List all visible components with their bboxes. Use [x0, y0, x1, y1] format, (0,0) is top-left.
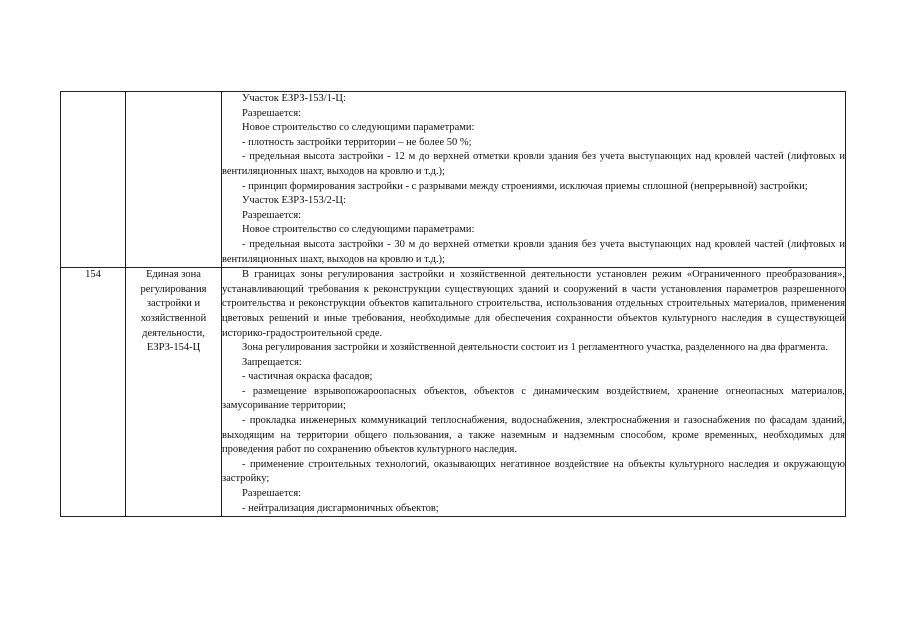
- paragraph: - предельная высота застройки - 30 м до верхней отметки кровли здания без учета выступающих над кровлей частей (лифтовых и вентиляционных шахт, выходов на кровлю и т.д.);: [222, 238, 845, 265]
- regulation-text-cell: [222, 92, 846, 268]
- zone-name-line: деятельности,: [142, 327, 205, 339]
- zone-name-cell: [126, 92, 222, 268]
- table-row: [61, 268, 846, 517]
- regulations-table: [60, 91, 846, 517]
- row-number: 154: [85, 269, 101, 281]
- zone-name-line: хозяйственной: [140, 312, 207, 324]
- paragraph: Разрешается:: [242, 488, 302, 500]
- paragraph: - нейтрализация дисгармоничных объектов;: [242, 502, 439, 514]
- table-row: [61, 92, 846, 268]
- zone-code: ЕЗРЗ-154-Ц: [146, 342, 201, 354]
- paragraph: Новое строительство со следующими параметрами:: [242, 224, 475, 236]
- table-body: [61, 92, 846, 517]
- paragraph: Разрешается:: [242, 107, 302, 119]
- paragraph: - частичная окраска фасадов;: [242, 371, 373, 383]
- paragraph: Новое строительство со следующими параметрами:: [242, 122, 475, 134]
- zone-name-line: застройки и: [146, 298, 201, 310]
- paragraph: - плотность застройки территории – не более 50 %;: [242, 136, 472, 148]
- zone-name-line: регулирования: [140, 283, 207, 295]
- row-number-cell: [61, 268, 126, 517]
- regulation-text-cell: [222, 268, 846, 517]
- paragraph: Участок ЕЗРЗ-153/2-Ц:: [242, 195, 346, 207]
- paragraph: Запрещается:: [242, 356, 302, 368]
- zone-name-cell: [126, 268, 222, 517]
- paragraph: - прокладка инженерных коммуникаций теплоснабжения, водоснабжения, электроснабжения и газоснабжения по фасадам зданий, выходящим на территории общего пользования, а также наземным и надземным способом, кроме временных, необходимых для проведения работ по сохранению объектов культурного наследия.: [222, 415, 845, 456]
- row-number-cell: [61, 92, 126, 268]
- paragraph: Участок ЕЗРЗ-153/1-Ц:: [242, 93, 346, 104]
- paragraph: Разрешается:: [242, 209, 302, 221]
- paragraph: - предельная высота застройки - 12 м до верхней отметки кровли здания без учета выступающих над кровлей частей (лифтовых и вентиляционных шахт, выходов на кровлю и т.д.);: [222, 151, 845, 177]
- paragraph: Зона регулирования застройки и хозяйственной деятельности состоит из 1 регламентного участка, разделенного на два фрагмента.: [242, 342, 828, 354]
- paragraph: - принцип формирования застройки - с разрывами между строениями, исключая приемы сплошной (непрерывной) застройки;: [242, 180, 808, 192]
- paragraph: - применение строительных технологий, оказывающих негативное воздействие на объекты культурного наследия и окружающую застройку;: [222, 458, 845, 485]
- paragraph: - размещение взрывопожароопасных объектов, объектов с динамическим воздействием, хранение огнеопасных материалов, замусоривание территории;: [222, 385, 845, 412]
- zone-name-line: Единая зона: [146, 269, 201, 281]
- paragraph: В границах зоны регулирования застройки и хозяйственной деятельности установлен режим «Ограниченного преобразования», устанавливающий требования к реконструкции существующих зданий и сооружений в части установления параметров разрешенного строительства и реконструкции объектов капитального строительства, использования отдельных строительных материалов, применения цветовых решений и иные требования, необходимые для обеспечения сохранности объектов культурного наследия в существующей историко-градостроительной среде.: [222, 269, 845, 339]
